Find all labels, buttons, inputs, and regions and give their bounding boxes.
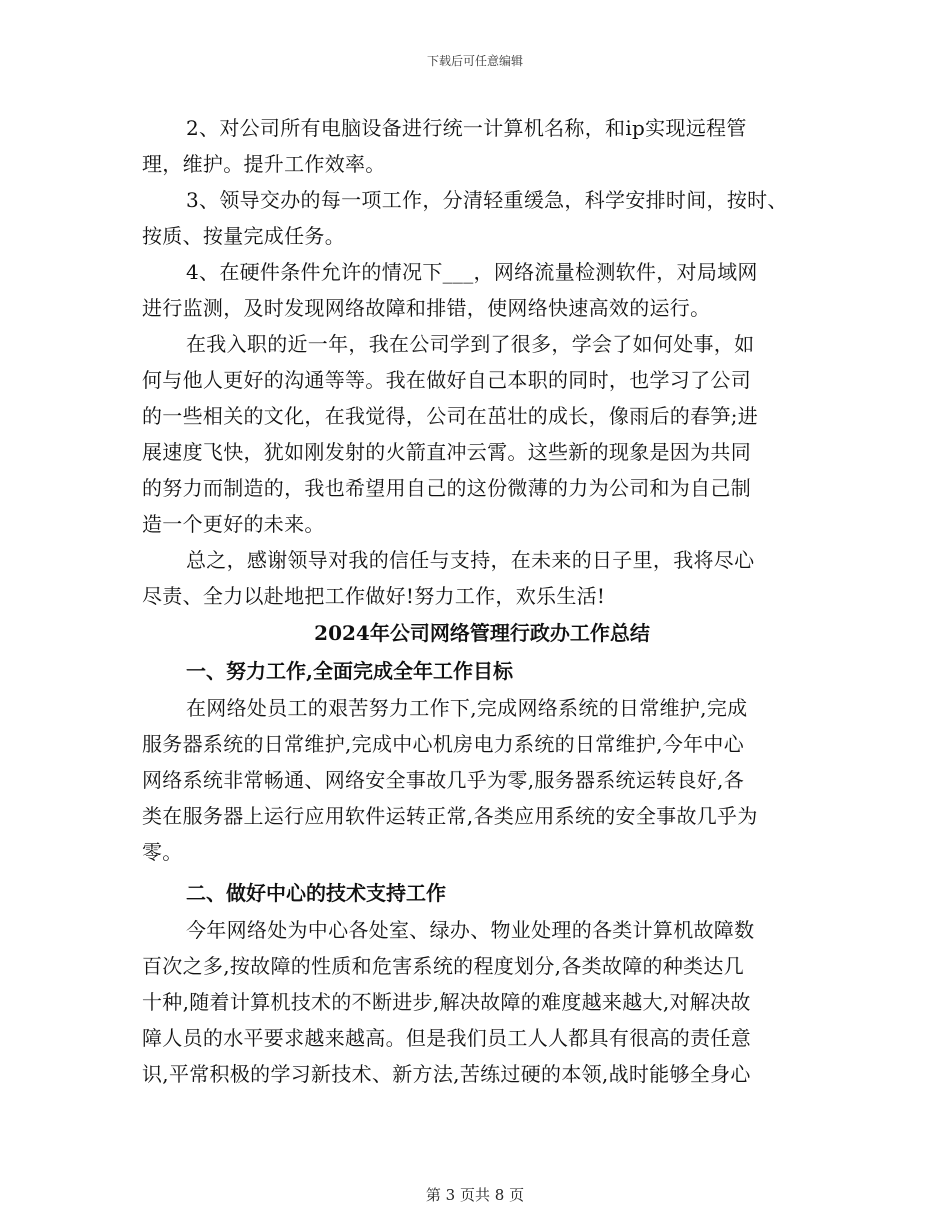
paragraph-line: 3、领导交办的每一项工作，分清轻重缓急，科学安排时间，按时、 — [186, 188, 788, 212]
paragraph-line: 何与他人更好的沟通等等。我在做好自己本职的同时，也学习了公司 — [142, 368, 751, 392]
paragraph-line: 网络系统非常畅通、网络安全事故几乎为零,服务器系统运转良好,各 — [142, 768, 745, 792]
paragraph-line: 在我入职的近一年，我在公司学到了很多，学会了如何处事，如 — [186, 332, 755, 356]
paragraph-line: 理，维护。提升工作效率。 — [142, 152, 386, 176]
section-heading: 一、努力工作,全面完成全年工作目标 — [186, 659, 513, 683]
paragraph-line: 识,平常积极的学习新技术、新方法,苦练过硬的本领,战时能够全身心 — [142, 1062, 751, 1086]
paragraph-line: 2、对公司所有电脑设备进行统一计算机名称，和ip实现远程管 — [186, 116, 747, 140]
paragraph-line: 进行监测，及时发现网络故障和排错，使网络快速高效的运行。 — [142, 296, 711, 320]
paragraph-line: 尽责、全力以赴地把工作做好!努力工作，欢乐生活! — [142, 584, 606, 608]
paragraph-line: 障人员的水平要求越来越高。但是我们员工人人都具有很高的责任意 — [142, 1026, 751, 1050]
paragraph-line: 4、在硬件条件允许的情况下___，网络流量检测软件，对局域网 — [186, 260, 758, 284]
paragraph-line: 展速度飞快，犹如刚发射的火箭直冲云霄。这些新的现象是因为共同 — [142, 440, 751, 464]
paragraph-line: 在网络处员工的艰苦努力工作下,完成网络系统的日常维护,完成 — [186, 696, 748, 720]
page-footer: 第 3 页共 8 页 — [425, 1186, 525, 1204]
paragraph-line: 的努力而制造的，我也希望用自己的这份微薄的力为公司和为自己制 — [142, 476, 751, 500]
document-title: 2024年公司网络管理行政办工作总结 — [314, 621, 650, 645]
paragraph-line: 的一些相关的文化，在我觉得，公司在茁壮的成长，像雨后的春笋;进 — [142, 404, 759, 428]
paragraph-line: 百次之多,按故障的性质和危害系统的程度划分,各类故障的种类达几 — [142, 954, 745, 978]
paragraph-line: 类在服务器上运行应用软件运转正常,各类应用系统的安全事故几乎为 — [142, 804, 758, 828]
paragraph-line: 十种,随着计算机技术的不断进步,解决故障的难度越来越大,对解决故 — [142, 990, 751, 1014]
paragraph-line: 今年网络处为中心各处室、绿办、物业处理的各类计算机故障数 — [186, 918, 755, 942]
paragraph-line: 总之，感谢领导对我的信任与支持，在未来的日子里，我将尽心 — [186, 548, 755, 572]
page-header: 下载后可任意编辑 — [426, 54, 523, 68]
paragraph-line: 造一个更好的未来。 — [142, 512, 325, 536]
paragraph-line: 服务器系统的日常维护,完成中心机房电力系统的日常维护,今年中心 — [142, 732, 745, 756]
paragraph-line: 按质、按量完成任务。 — [142, 224, 345, 248]
section-heading: 二、做好中心的技术支持工作 — [186, 881, 446, 905]
document-body — [142, 110, 822, 1092]
paragraph-line: 零。 — [142, 840, 183, 864]
